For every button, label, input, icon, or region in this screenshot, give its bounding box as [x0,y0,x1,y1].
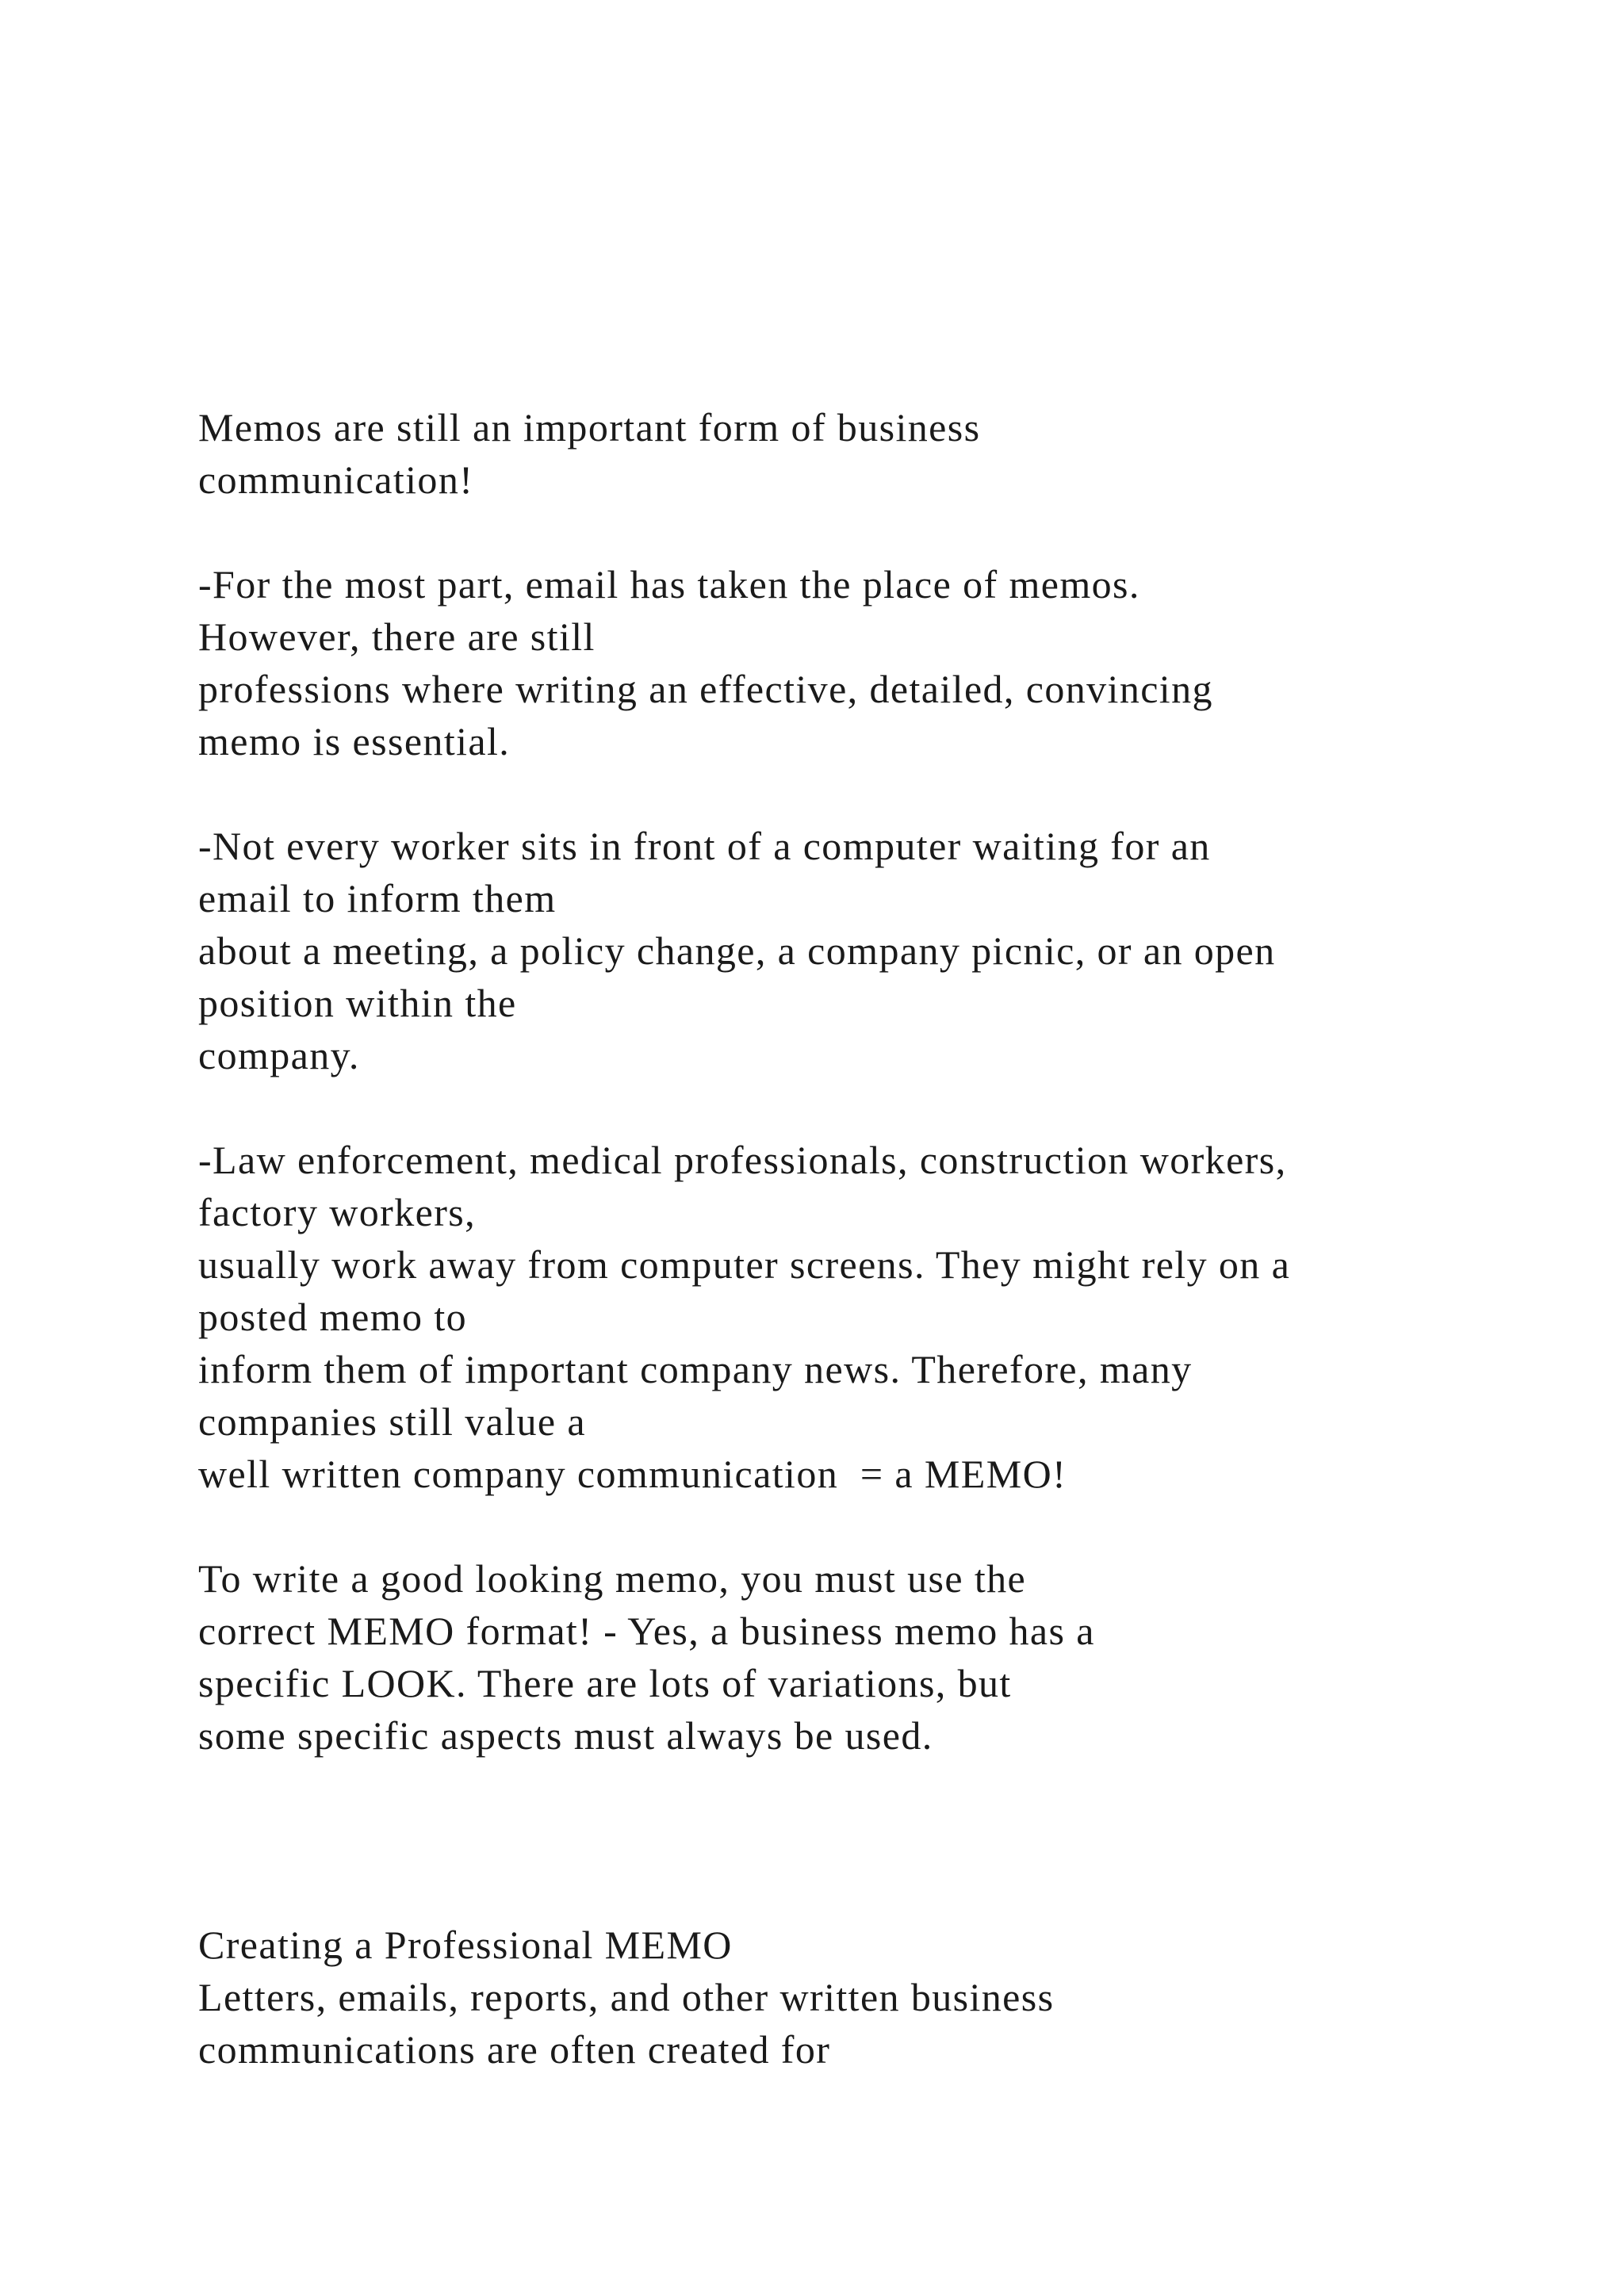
paragraph-not-every-worker [198,820,1507,1081]
paragraph-memo-format [198,1552,1507,1762]
document-body [198,401,1507,2076]
text-line: communications are often created for [198,2027,831,2072]
text-line: email to inform them [198,876,557,920]
text-line: -For the most part, email has taken the place of memos. [198,562,1140,607]
text-line: factory workers, [198,1190,477,1234]
text-line: company. [198,1033,360,1077]
text-line: memo is essential. [198,719,511,763]
text-line: usually work away from computer screens. They might rely on a [198,1242,1291,1287]
paragraph-law-enforcement [198,1134,1507,1500]
text-line: communication! [198,457,474,502]
text-line: well written company communication = a MEMO! [198,1452,1067,1496]
text-line: professions where writing an effective, detailed, convincing [198,667,1213,711]
paragraph-memos-important [198,401,1507,506]
paragraph-spacer [198,1500,1507,1552]
text-line: about a meeting, a policy change, a company picnic, or an open [198,928,1276,973]
text-line: correct MEMO format! - Yes, a business memo has a [198,1609,1095,1653]
paragraph-spacer [198,1081,1507,1134]
text-line: -Not every worker sits in front of a computer waiting for an [198,824,1211,868]
text-line: However, there are still [198,614,596,659]
text-line: -Law enforcement, medical professionals, construction workers, [198,1138,1287,1182]
text-line: specific LOOK. There are lots of variations, but [198,1661,1012,1705]
text-line: inform them of important company news. Therefore, many [198,1347,1193,1391]
text-line: posted memo to [198,1295,468,1339]
paragraph-spacer [198,767,1507,820]
text-line: Letters, emails, reports, and other written business [198,1975,1055,2019]
section-spacer [198,1762,1507,1919]
text-line: To write a good looking memo, you must use the [198,1556,1027,1601]
text-line: Memos are still an important form of business [198,405,981,450]
paragraph-email-replaced-memos [198,558,1507,767]
section-professional-memo [198,1919,1507,2076]
text-line: companies still value a [198,1399,587,1444]
paragraph-spacer [198,506,1507,558]
section-heading: Creating a Professional MEMO [198,1923,733,1967]
text-line: position within the [198,981,517,1025]
text-line: some specific aspects must always be used. [198,1713,933,1758]
